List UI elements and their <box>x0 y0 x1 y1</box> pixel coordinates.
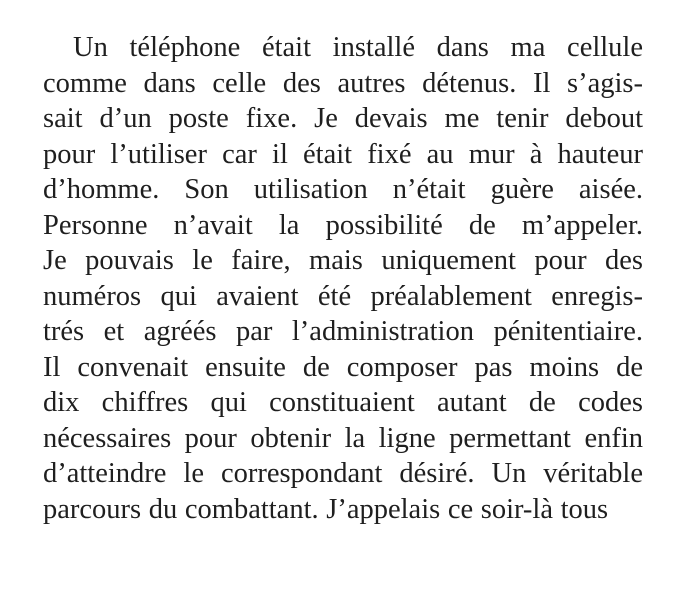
text-line: nécessaires pour obtenir la ligne permettant enfin <box>43 422 643 454</box>
text-line: trés et agréés par l’administration pénitentiaire. <box>43 316 643 347</box>
body-paragraph <box>43 30 643 527</box>
text-line: numéros qui avaient été préalablement enregis- <box>43 280 643 312</box>
text-line: Il convenait ensuite de composer pas moins de <box>43 351 643 383</box>
text-line: pour l’utiliser car il était fixé au mur à hauteur <box>43 138 643 170</box>
text-line: Personne n’avait la possibilité de m’appeler. <box>43 209 643 241</box>
text-line: dix chiffres qui constituaient autant de codes <box>43 387 643 418</box>
text-line: d’homme. Son utilisation n’était guère aisée. <box>43 174 643 205</box>
text-line: sait d’un poste fixe. Je devais me tenir debout <box>43 103 643 134</box>
text-line: Je pouvais le faire, mais uniquement pour des <box>43 245 643 276</box>
text-line: Un téléphone était installé dans ma cellule <box>73 32 643 63</box>
text-line: d’atteindre le correspondant désiré. Un véritable <box>43 458 643 489</box>
text-line: parcours du combattant. J’appelais ce soir-là tous <box>43 493 609 525</box>
text-line: comme dans celle des autres détenus. Il s’agis- <box>43 67 643 99</box>
